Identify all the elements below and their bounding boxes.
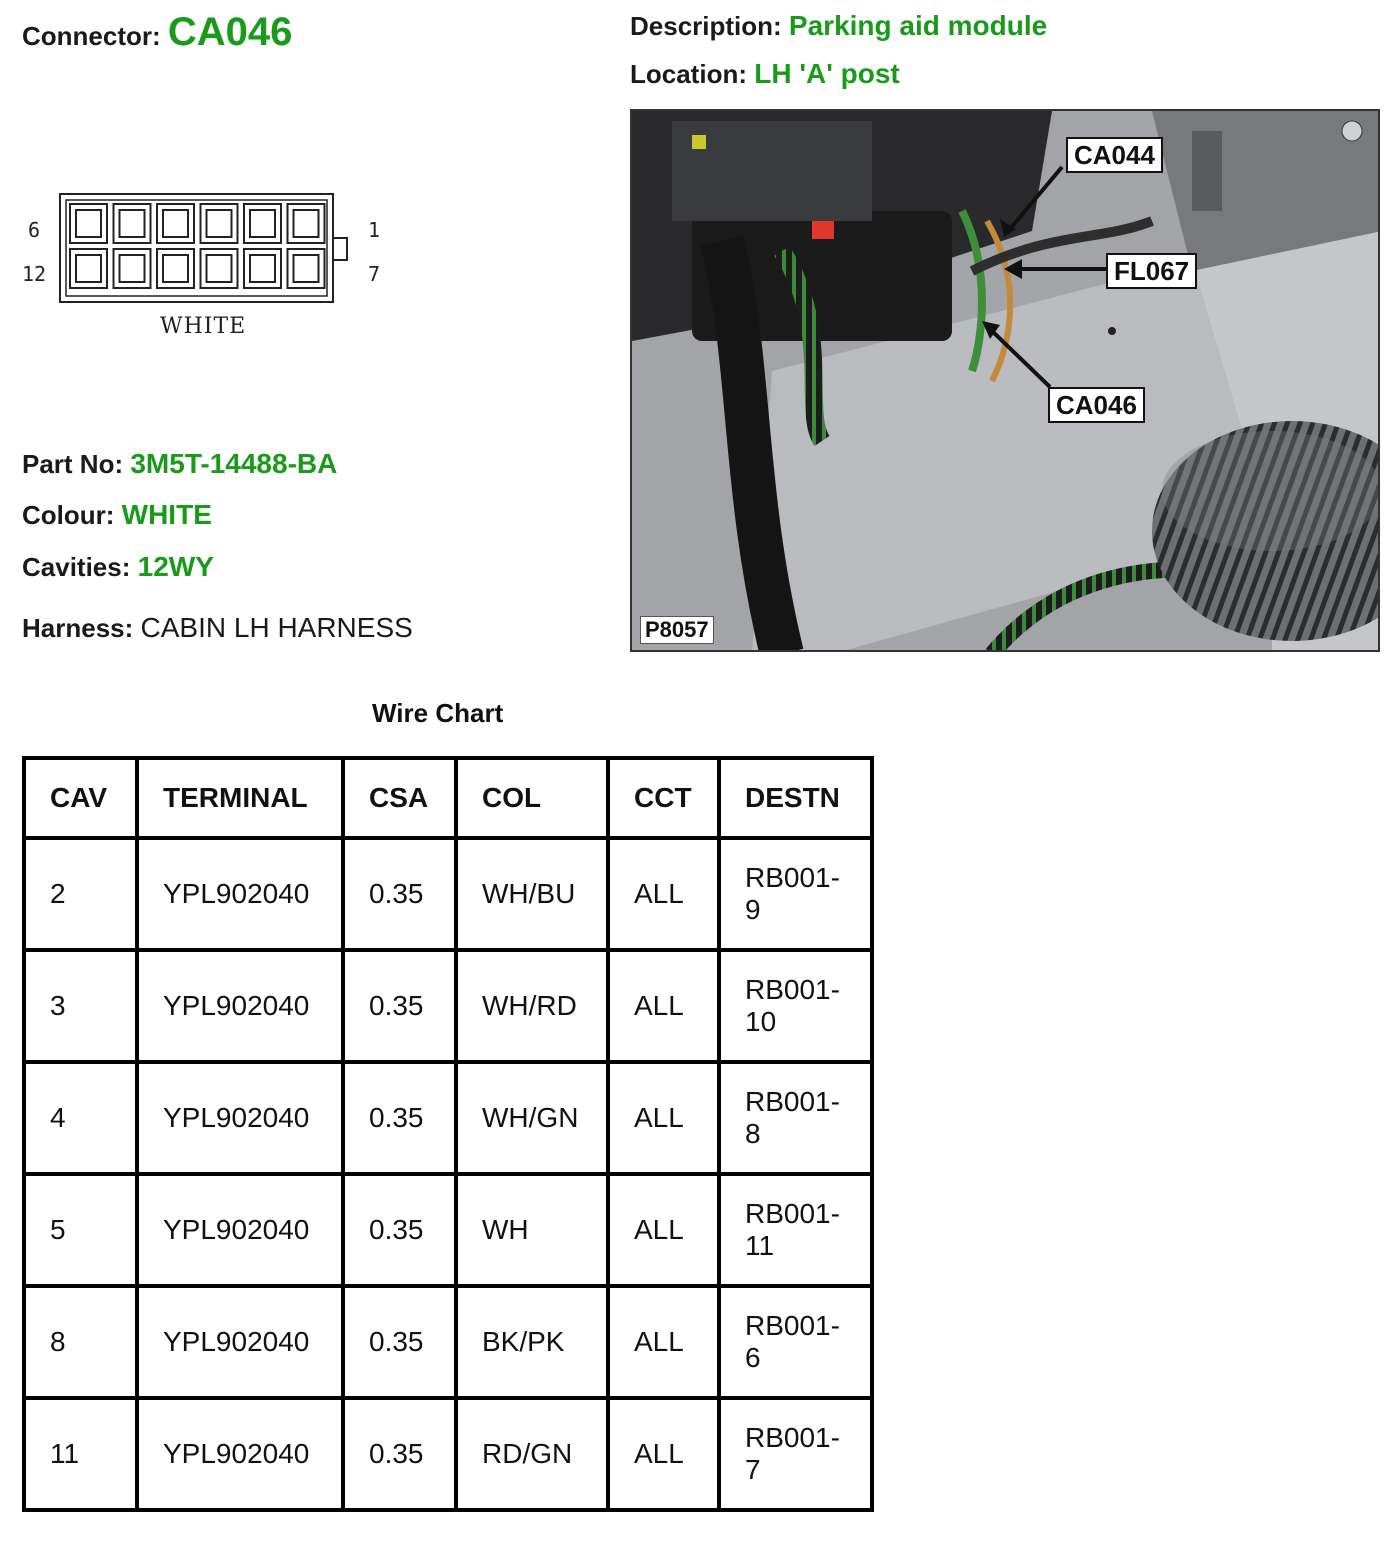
cell-destn: RB001- 9 (719, 838, 872, 950)
cell-cct: ALL (608, 1062, 719, 1174)
cell-terminal: YPL902040 (137, 1174, 343, 1286)
table-row (24, 1174, 872, 1286)
table-row (24, 1286, 872, 1398)
callout-ca044: CA044 (1066, 137, 1163, 173)
photo-id: P8057 (640, 616, 714, 644)
table-row (24, 950, 872, 1062)
wire-chart-title: Wire Chart (372, 698, 504, 728)
cavities-label: Cavities: (22, 552, 131, 582)
harness-value: CABIN LH HARNESS (140, 612, 413, 643)
cell-csa: 0.35 (343, 950, 456, 1062)
table-row (24, 1062, 872, 1174)
pin-label-12: 12 (22, 262, 47, 286)
header-cct: CCT (608, 758, 719, 838)
colour-field (22, 499, 212, 531)
table-header-row (24, 758, 872, 838)
pin-label-7: 7 (368, 262, 381, 286)
location-value: LH 'A' post (754, 58, 900, 89)
table-row (24, 1398, 872, 1510)
cavities-field (22, 551, 214, 583)
cell-csa: 0.35 (343, 1286, 456, 1398)
cell-col: BK/PK (456, 1286, 608, 1398)
pin-label-6: 6 (28, 218, 41, 242)
table-row (24, 838, 872, 950)
vehicle-interior-illustration (632, 111, 1380, 652)
connector-colour-caption: WHITE (160, 314, 247, 339)
cell-csa: 0.35 (343, 1062, 456, 1174)
colour-label: Colour: (22, 500, 115, 530)
cell-csa: 0.35 (343, 838, 456, 950)
cell-cct: ALL (608, 1174, 719, 1286)
cell-destn: RB001- 10 (719, 950, 872, 1062)
harness-label: Harness: (22, 613, 134, 643)
cell-csa: 0.35 (343, 1174, 456, 1286)
connector-value: CA046 (167, 10, 293, 54)
cell-col: WH/RD (456, 950, 608, 1062)
harness-field (22, 612, 413, 644)
cell-cct: ALL (608, 950, 719, 1062)
cell-terminal: YPL902040 (137, 950, 343, 1062)
cavities-value: 12WY (137, 551, 214, 582)
cell-cav: 5 (24, 1174, 137, 1286)
cell-col: WH/GN (456, 1062, 608, 1174)
cell-destn: RB001- 7 (719, 1398, 872, 1510)
part-no-value: 3M5T-14488-BA (130, 448, 338, 479)
part-no-label: Part No: (22, 449, 124, 479)
header-csa: CSA (343, 758, 456, 838)
location-field (630, 58, 900, 90)
header-terminal: TERMINAL (137, 758, 343, 838)
connector-diagram (20, 190, 390, 350)
cell-cav: 8 (24, 1286, 137, 1398)
cell-terminal: YPL902040 (137, 838, 343, 950)
cell-destn: RB001- 6 (719, 1286, 872, 1398)
colour-value: WHITE (121, 499, 212, 530)
location-label: Location: (630, 59, 747, 89)
cell-cct: ALL (608, 1286, 719, 1398)
cell-csa: 0.35 (343, 1398, 456, 1510)
wire-chart-table (22, 756, 874, 1512)
cell-cav: 3 (24, 950, 137, 1062)
callout-ca046: CA046 (1048, 387, 1145, 423)
cell-cct: ALL (608, 1398, 719, 1510)
description-label: Description: (630, 11, 782, 41)
callout-fl067: FL067 (1106, 253, 1197, 289)
location-photo (630, 109, 1380, 652)
connector-label: Connector: (22, 21, 161, 51)
header-cav: CAV (24, 758, 137, 838)
connector-field (22, 10, 292, 55)
cell-cav: 11 (24, 1398, 137, 1510)
cell-terminal: YPL902040 (137, 1398, 343, 1510)
description-value: Parking aid module (788, 10, 1048, 41)
connector-face-icon (20, 190, 390, 310)
part-no-field (22, 448, 337, 480)
cell-terminal: YPL902040 (137, 1062, 343, 1174)
cell-cct: ALL (608, 838, 719, 950)
cell-col: WH (456, 1174, 608, 1286)
cell-terminal: YPL902040 (137, 1286, 343, 1398)
cell-col: RD/GN (456, 1398, 608, 1510)
cell-col: WH/BU (456, 838, 608, 950)
cell-destn: RB001- 11 (719, 1174, 872, 1286)
header-destn: DESTN (719, 758, 872, 838)
cell-destn: RB001- 8 (719, 1062, 872, 1174)
header-col: COL (456, 758, 608, 838)
description-field (630, 10, 1047, 42)
cell-cav: 2 (24, 838, 137, 950)
pin-label-1: 1 (368, 218, 381, 242)
cell-cav: 4 (24, 1062, 137, 1174)
